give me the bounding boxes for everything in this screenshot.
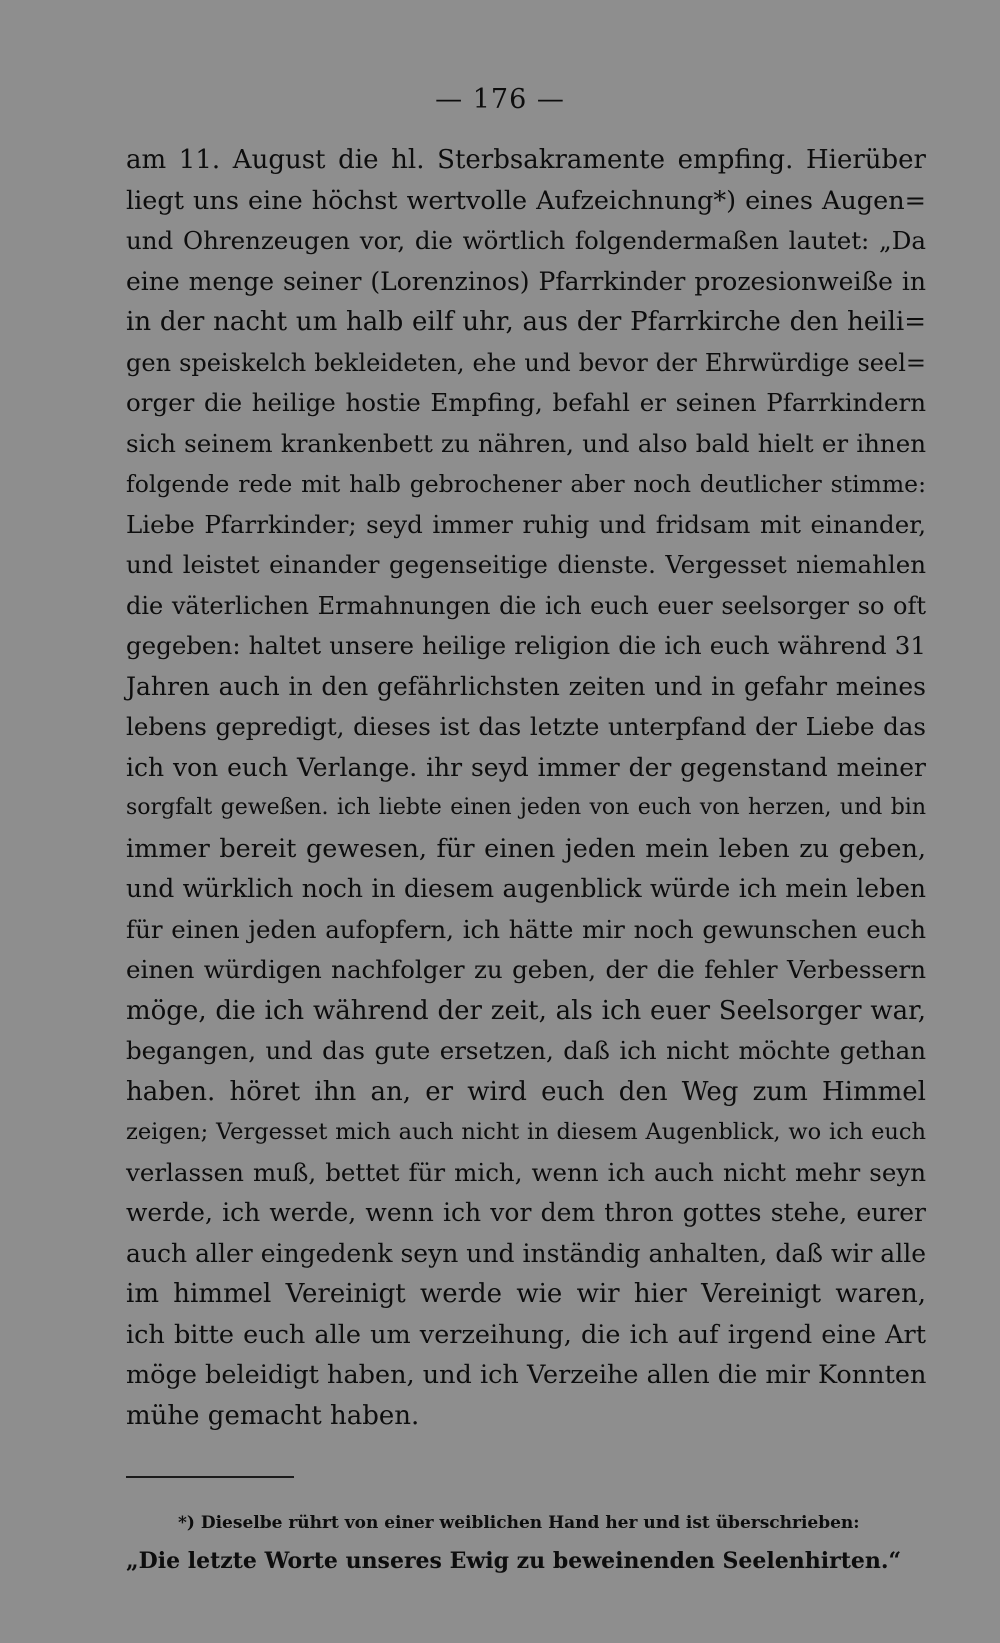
text-line: möge beleidigt haben, und ich Verzeihe allen die mir Konnten [126, 1360, 927, 1390]
text-line: am 11. August die hl. Sterbsakramente empfing. Hierüber [126, 145, 926, 175]
text-line: in der nacht um halb eilf uhr, aus der Pfarrkirche den heili= [126, 307, 926, 337]
text-line: und Ohrenzeugen vor, die wörtlich folgendermaßen lautet: „Da [126, 226, 926, 255]
footnote [126, 1504, 926, 1580]
text-line: mühe gemacht haben. [126, 1400, 420, 1431]
footnote-line: „Die letzte Worte unseres Ewig zu beweinenden Seelenhirten.“ [126, 1548, 902, 1574]
text-line: haben. höret ihn an, er wird euch den Weg zum Himmel [126, 1076, 926, 1107]
text-line: und würklich noch in diesem augenblick würde ich mein leben [126, 874, 926, 903]
text-line: werde, ich werde, wenn ich vor dem thron gottes stehe, eurer [126, 1198, 926, 1227]
text-line: gegeben: haltet unsere heilige religion die ich euch während 31 [126, 631, 926, 660]
text-line: liegt uns eine höchst wertvolle Aufzeichnung*) eines Augen= [126, 185, 926, 216]
text-line: auch aller eingedenk seyn und inständig anhalten, daß wir alle [126, 1238, 926, 1268]
text-line: sorgfalt geweßen. ich liebte einen jeden von euch von herzen, und bin [126, 795, 926, 820]
text-line: einen würdigen nachfolger zu geben, der die fehler Verbessern [126, 955, 926, 984]
text-line: für einen jeden aufopfern, ich hätte mir noch gewunschen euch [126, 914, 926, 944]
page-number: — 176 — [435, 84, 565, 115]
footnote-line: *) Dieselbe rührt von einer weiblichen Hand her und ist überschrieben: [178, 1513, 860, 1533]
text-line: und leistet einander gegenseitige dienste. Vergesset niemahlen [126, 550, 926, 579]
text-line: verlassen muß, bettet für mich, wenn ich auch nicht mehr seyn [126, 1157, 926, 1187]
text-line: Jahren auch in den gefährlichsten zeiten und in gefahr meines [126, 671, 926, 701]
body-text [126, 140, 926, 1436]
text-line: ich bitte euch alle um verzeihung, die ich auf irgend eine Art [126, 1319, 926, 1350]
text-line: immer bereit gewesen, für einen jeden mein leben zu geben, [126, 833, 926, 864]
text-line: ich von euch Verlange. ihr seyd immer der gegenstand meiner [126, 752, 926, 782]
text-line: im himmel Vereinigt werde wie wir hier Vereinigt waren, [126, 1279, 926, 1309]
text-line: orger die heilige hostie Empfing, befahl er seinen Pfarrkindern [126, 388, 926, 417]
text-line: lebens gepredigt, dieses ist das letzte unterpfand der Liebe das [126, 712, 926, 741]
text-line: Liebe Pfarrkinder; seyd immer ruhig und fridsam mit einander, [126, 509, 926, 539]
text-line: möge, die ich während der zeit, als ich euer Seelsorger war, [126, 995, 926, 1026]
text-line: zeigen; Vergesset mich auch nicht in diesem Augenblick, wo ich euch [126, 1119, 926, 1145]
text-line: eine menge seiner (Lorenzinos) Pfarrkinder prozesionweiße in [126, 266, 926, 296]
text-line: folgende rede mit halb gebrochener aber noch deutlicher stimme: [126, 470, 926, 498]
text-line: die väterlichen Ermahnungen die ich euch euer seelsorger so oft [126, 591, 926, 620]
text-line: sich seinem krankenbett zu nähren, und also bald hielt er ihnen [126, 428, 926, 458]
text-line: gen speiskelch bekleideten, ehe und bevor der Ehrwürdige seel= [126, 348, 926, 377]
footnote-separator [126, 1476, 294, 1478]
text-line: begangen, und das gute ersetzen, daß ich nicht möchte gethan [126, 1036, 926, 1065]
